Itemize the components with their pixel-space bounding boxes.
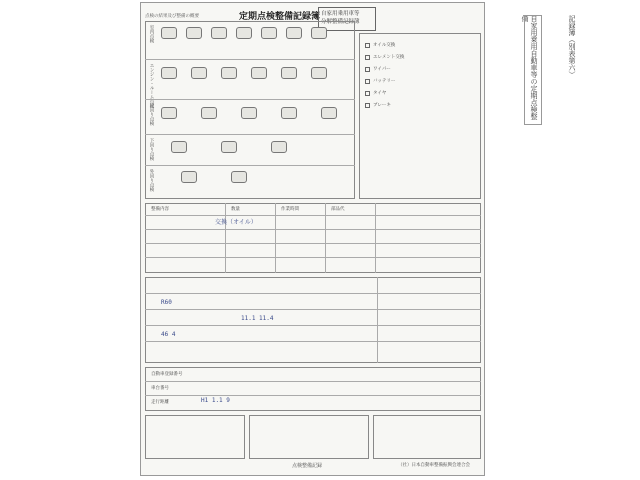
car-part-icon xyxy=(211,27,227,39)
section-label-3: 足回り点検 xyxy=(149,103,154,126)
table-header: 数量 xyxy=(231,207,240,212)
side-text-2: 記録簿（別表第六） xyxy=(568,15,576,78)
car-part-icon xyxy=(281,67,297,79)
table-header: 整備内容 xyxy=(151,207,169,212)
section-label-5: 外回り点検 xyxy=(149,169,154,192)
car-part-icon xyxy=(281,107,297,119)
checklist-item: バッテリー xyxy=(373,79,396,84)
car-part-icon xyxy=(221,141,237,153)
inspection-record-document xyxy=(140,2,485,476)
side-caption-2 xyxy=(528,15,576,125)
car-part-icon xyxy=(251,67,267,79)
checklist-item: ワイパー xyxy=(373,67,391,72)
section-label-1: 室内点検 xyxy=(149,25,154,43)
car-part-icon xyxy=(311,27,327,39)
handwritten-entry: 交換（オイル） xyxy=(215,219,257,226)
parts-table xyxy=(145,277,481,363)
handwritten-entry: R60 xyxy=(161,299,172,306)
subtitle-line-1: 自家用乗用車等 xyxy=(321,11,360,17)
row-label: 車台番号 xyxy=(151,386,169,391)
car-part-icon xyxy=(261,27,277,39)
row-label: 自動車登録番号 xyxy=(151,372,183,377)
car-part-icon xyxy=(321,107,337,119)
footer-title: 点検整備記録 xyxy=(292,463,323,469)
row-label: 走行距離 xyxy=(151,400,169,405)
work-table xyxy=(145,203,481,273)
car-part-icon xyxy=(171,141,187,153)
handwritten-entry: 11.1 11.4 xyxy=(241,315,274,322)
car-part-icon xyxy=(161,107,177,119)
footer-publisher: （社）日本自動車整備振興会連合会 xyxy=(398,463,470,468)
car-part-icon xyxy=(221,67,237,79)
car-part-icon xyxy=(286,27,302,39)
table-header: 部品代 xyxy=(331,207,345,212)
checklist-item: ブレーキ xyxy=(373,103,391,108)
stamp-block xyxy=(373,415,481,459)
registration-table xyxy=(145,367,481,411)
side-text-1: 自家用乗用自動車等の定期点検整備 xyxy=(521,15,538,120)
section-label-2: エンジン・ルーム点検 xyxy=(149,63,154,108)
car-part-icon xyxy=(271,141,287,153)
car-part-icon xyxy=(186,27,202,39)
car-part-icon xyxy=(161,27,177,39)
document-title: 定期点検整備記録簿 xyxy=(239,12,321,22)
checklist-item: オイル交換 xyxy=(373,43,396,48)
car-part-icon xyxy=(311,67,327,79)
handwritten-entry: H1 1.1 9 xyxy=(201,397,230,404)
section-label-4: 下回り点検 xyxy=(149,138,154,161)
checklist-item: タイヤ xyxy=(373,91,387,96)
checklist-item: エレメント交換 xyxy=(373,55,405,60)
handwritten-entry: 46 4 xyxy=(161,331,176,338)
table-header: 作業時間 xyxy=(281,207,299,212)
car-part-icon xyxy=(161,67,177,79)
subtitle-line-2: 分解整備記録簿 xyxy=(321,19,360,25)
car-part-icon xyxy=(201,107,217,119)
legend-text: 点検の結果及び整備の概要 xyxy=(145,14,199,19)
car-part-icon xyxy=(236,27,252,39)
notes-block xyxy=(249,415,369,459)
car-part-icon xyxy=(241,107,257,119)
car-part-icon xyxy=(231,171,247,183)
car-part-icon xyxy=(191,67,207,79)
car-part-icon xyxy=(181,171,197,183)
signature-block xyxy=(145,415,245,459)
